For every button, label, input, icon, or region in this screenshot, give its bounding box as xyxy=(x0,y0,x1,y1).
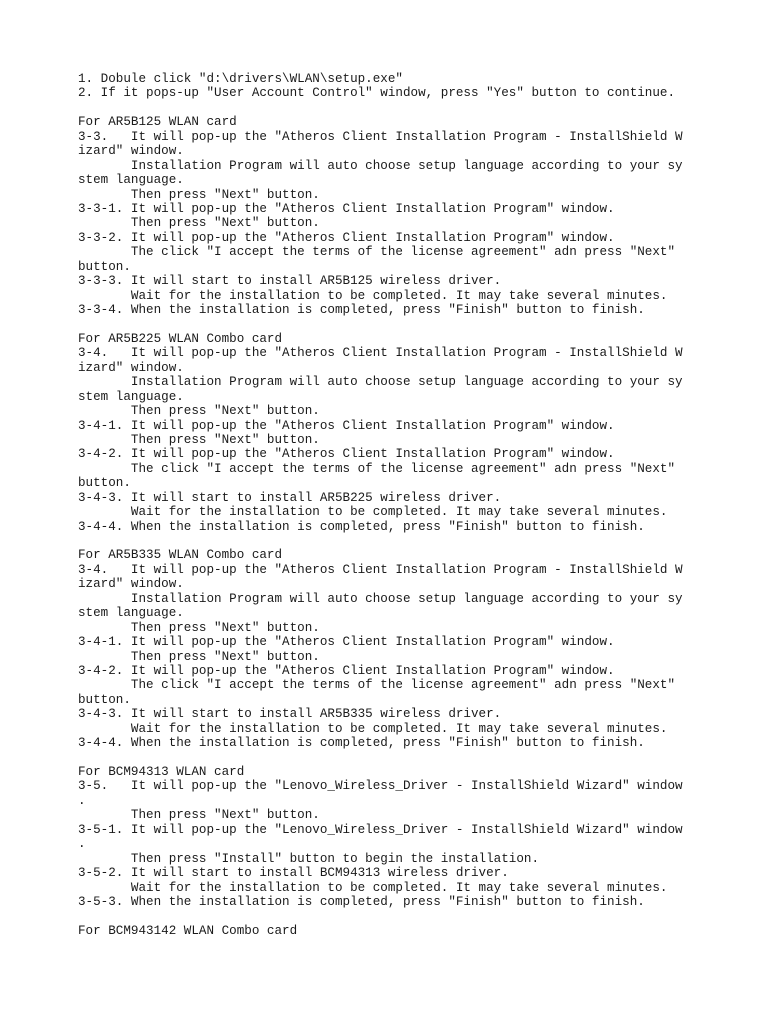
text-line: button. xyxy=(78,259,131,274)
text-line: Installation Program will auto choose setup language according to your sy xyxy=(78,375,683,390)
text-line: 3-5-1. It will pop-up the "Lenovo_Wireless_Driver - InstallShield Wizard" window xyxy=(78,822,683,837)
text-line: Then press "Next" button. xyxy=(78,404,320,419)
text-line: 3-4-4. When the installation is completed, press "Finish" button to finish. xyxy=(78,519,645,534)
text-line: 3-4-3. It will start to install AR5B335 wireless driver. xyxy=(78,707,502,722)
text-line: The click "I accept the terms of the license agreement" adn press "Next" xyxy=(78,678,676,693)
text-line: button. xyxy=(78,476,131,491)
text-line: 3-5-3. When the installation is completed, press "Finish" button to finish. xyxy=(78,894,645,909)
text-line: For BCM94313 WLAN card xyxy=(78,765,245,779)
text-line: For BCM943142 WLAN Combo card xyxy=(78,923,298,938)
text-line: 3-4-4. When the installation is completed, press "Finish" button to finish. xyxy=(78,736,645,751)
text-line: For AR5B335 WLAN Combo card xyxy=(78,548,283,563)
text-line: 3-4-1. It will pop-up the "Atheros Client Installation Program" window. xyxy=(78,635,615,650)
text-line: 3-3-2. It will pop-up the "Atheros Client Installation Program" window. xyxy=(78,230,615,245)
text-line: 3-4. It will pop-up the "Atheros Client Installation Program - InstallShield W xyxy=(78,562,683,577)
text-line: Then press "Install" button to begin the installation. xyxy=(78,851,540,866)
text-line: 3-3-1. It will pop-up the "Atheros Client Installation Program" window. xyxy=(78,201,615,216)
text-line: stem language. xyxy=(78,173,184,188)
text-line: Installation Program will auto choose setup language according to your sy xyxy=(78,591,683,606)
text-line: Wait for the installation to be completed. It may take several minutes. xyxy=(78,288,668,303)
text-line: Then press "Next" button. xyxy=(78,187,320,202)
text-line: 2. If it pops-up "User Account Control" window, press "Yes" button to continue. xyxy=(78,86,676,101)
blank-line xyxy=(78,317,758,331)
document-body xyxy=(78,72,758,938)
text-line: 3-5. It will pop-up the "Lenovo_Wireless_Driver - InstallShield Wizard" window xyxy=(78,779,683,794)
blank-line xyxy=(78,101,758,115)
text-line: . xyxy=(78,793,86,808)
text-line: 3-4-1. It will pop-up the "Atheros Client Installation Program" window. xyxy=(78,418,615,433)
text-line: Then press "Next" button. xyxy=(78,432,320,447)
text-line: The click "I accept the terms of the license agreement" adn press "Next" xyxy=(78,461,676,476)
blank-line xyxy=(78,534,758,548)
text-line: . xyxy=(78,837,86,852)
text-line: 1. Dobule click "d:\drivers\WLAN\setup.exe" xyxy=(78,72,403,86)
text-line: 3-3-4. When the installation is completed, press "Finish" button to finish. xyxy=(78,303,645,317)
text-line: Wait for the installation to be completed. It may take several minutes. xyxy=(78,880,668,895)
text-line: 3-3-3. It will start to install AR5B125 wireless driver. xyxy=(78,274,502,289)
text-line: Installation Program will auto choose setup language according to your sy xyxy=(78,158,683,173)
text-line: Then press "Next" button. xyxy=(78,808,320,823)
text-line: 3-4-3. It will start to install AR5B225 wireless driver. xyxy=(78,490,502,505)
text-line: stem language. xyxy=(78,606,184,621)
text-line: For AR5B125 WLAN card xyxy=(78,115,237,130)
text-line: izard" window. xyxy=(78,144,184,159)
text-line: Then press "Next" button. xyxy=(78,216,320,231)
blank-line xyxy=(78,909,758,923)
blank-line xyxy=(78,751,758,765)
text-line: button. xyxy=(78,692,131,707)
text-line: The click "I accept the terms of the license agreement" adn press "Next" xyxy=(78,245,676,260)
text-line: izard" window. xyxy=(78,360,184,375)
text-line: 3-5-2. It will start to install BCM94313 wireless driver. xyxy=(78,866,509,881)
text-line: 3-4-2. It will pop-up the "Atheros Client Installation Program" window. xyxy=(78,663,615,678)
text-line: Then press "Next" button. xyxy=(78,620,320,635)
text-line: 3-4-2. It will pop-up the "Atheros Client Installation Program" window. xyxy=(78,447,615,462)
text-line: For AR5B225 WLAN Combo card xyxy=(78,331,283,346)
text-line: izard" window. xyxy=(78,577,184,592)
text-line: Wait for the installation to be completed. It may take several minutes. xyxy=(78,505,668,520)
text-line: Wait for the installation to be completed. It may take several minutes. xyxy=(78,721,668,736)
text-line: 3-4. It will pop-up the "Atheros Client Installation Program - InstallShield W xyxy=(78,346,683,361)
text-line: stem language. xyxy=(78,389,184,404)
text-line: Then press "Next" button. xyxy=(78,649,320,664)
text-line: 3-3. It will pop-up the "Atheros Client Installation Program - InstallShield W xyxy=(78,129,683,144)
